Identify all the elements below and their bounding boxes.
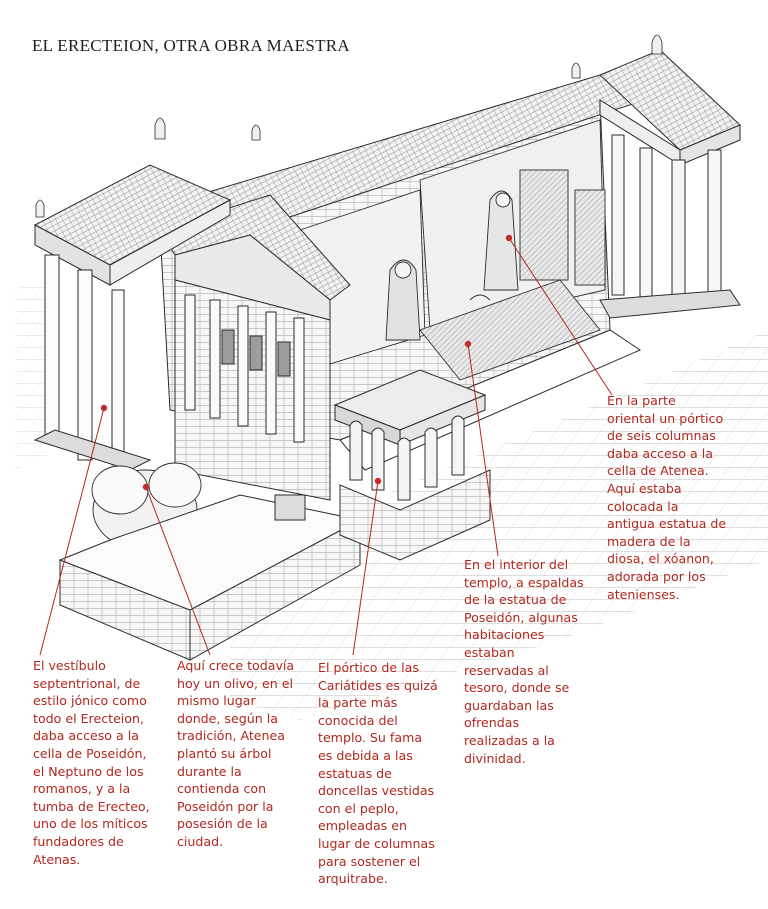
caption-caryatid-porch: El pórtico de las Cariátides es quizá la parte más conocida del templo. Su fama es debida a las estatuas de doncellas vestidas con el peplo, empleadas en lugar de columnas para sostener el arquitrabe. [318, 660, 438, 887]
caption-east-portico: En la parte oriental un pórtico de seis columnas daba acceso a la cella de Atenea. Aquí estaba colocada la antigua estatua de madera de la diosa, el xóanon, adorada por los atenienses. [607, 393, 727, 602]
caption-north-porch: El vestíbulo septentrional, de estilo jónico como todo el Erecteion, daba acceso a la cella de Poseidón, el Neptuno de los romanos, y a la tumba de Erecteo, uno de los míticos fundadores de Atenas. [33, 658, 150, 867]
caption-temple-interior: En el interior del templo, a espaldas de la estatua de Poseidón, algunas habitaciones estaban reservadas al tesoro, donde se guardaban las ofrendas realizadas a la divinidad. [464, 557, 584, 766]
page-title: EL ERECTEION, OTRA OBRA MAESTRA [32, 36, 350, 55]
caption-olive-tree: Aquí crece todavía hoy un olivo, en el mismo lugar donde, según la tradición, Atenea plantó su árbol durante la contienda con Poseidón por la posesión de la ciudad. [177, 658, 295, 849]
east-portico [600, 50, 740, 318]
